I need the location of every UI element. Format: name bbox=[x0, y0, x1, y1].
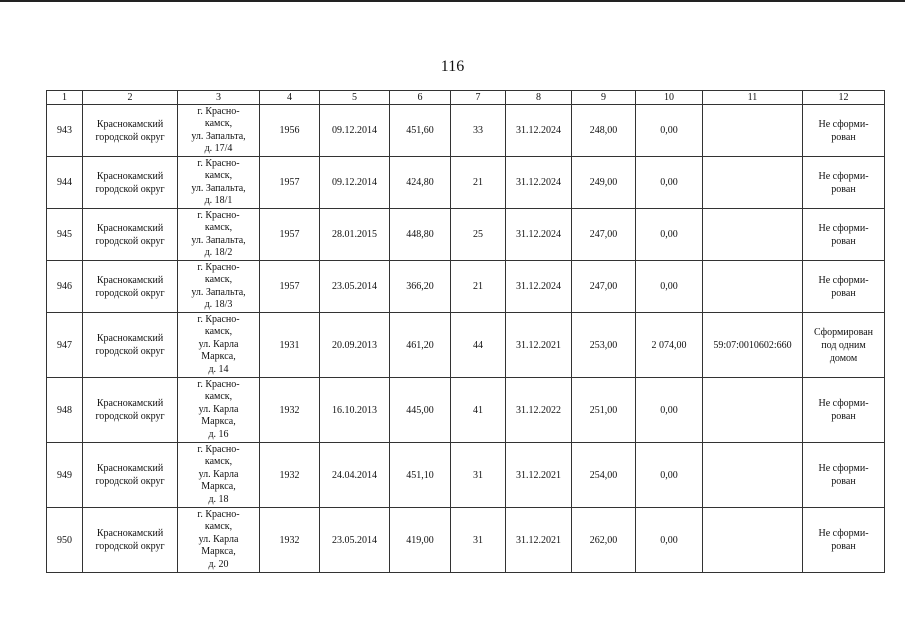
municipality-cell bbox=[83, 261, 178, 313]
cell-line: Краснокамский bbox=[96, 333, 164, 344]
year-cell: 1932 bbox=[260, 508, 320, 573]
rate-cell: 247,00 bbox=[572, 261, 636, 313]
cell-line: камск, bbox=[204, 391, 233, 403]
date-cell: 09.12.2014 bbox=[320, 105, 390, 157]
municipality-cell bbox=[83, 209, 178, 261]
table-row bbox=[47, 508, 885, 573]
cell-line: г. Красно- bbox=[197, 157, 240, 169]
amount-cell: 0,00 bbox=[636, 508, 703, 573]
residents-cell: 33 bbox=[451, 105, 506, 157]
cell-line: городской округ bbox=[95, 287, 165, 299]
column-header: 3 bbox=[178, 91, 260, 105]
cell-line: ул. Запальта, bbox=[191, 182, 246, 194]
cadastral-number-cell bbox=[703, 378, 803, 443]
residents-cell: 31 bbox=[451, 508, 506, 573]
row-number-cell: 943 bbox=[47, 105, 83, 157]
cell-line: городской округ bbox=[95, 183, 165, 195]
address-cell bbox=[178, 261, 260, 313]
address-cell bbox=[178, 443, 260, 508]
year-cell: 1957 bbox=[260, 261, 320, 313]
amount-cell: 2 074,00 bbox=[636, 313, 703, 378]
status-cell bbox=[803, 313, 885, 378]
cell-line: рован bbox=[831, 541, 856, 552]
status-cell bbox=[803, 508, 885, 573]
cell-line: рован bbox=[831, 183, 856, 195]
cell-line: г. Красно- bbox=[197, 261, 240, 273]
rate-cell: 248,00 bbox=[572, 105, 636, 157]
date-cell: 24.04.2014 bbox=[320, 443, 390, 508]
year-cell: 1932 bbox=[260, 443, 320, 508]
rate-cell: 247,00 bbox=[572, 209, 636, 261]
cell-line: камск, bbox=[204, 326, 233, 338]
cadastral-number-cell bbox=[703, 105, 803, 157]
year-cell: 1931 bbox=[260, 313, 320, 378]
cell-line: Краснокамский bbox=[96, 398, 164, 409]
column-header: 11 bbox=[703, 91, 803, 105]
year-cell: 1956 bbox=[260, 105, 320, 157]
cadastral-number-cell bbox=[703, 261, 803, 313]
cell-line: Маркса, bbox=[201, 416, 236, 428]
row-number-cell: 947 bbox=[47, 313, 83, 378]
residents-cell: 41 bbox=[451, 378, 506, 443]
area-cell: 448,80 bbox=[390, 209, 451, 261]
column-header: 4 bbox=[260, 91, 320, 105]
address-cell bbox=[178, 508, 260, 573]
cell-line: рован bbox=[831, 411, 856, 422]
deadline-cell: 31.12.2021 bbox=[506, 443, 572, 508]
amount-cell: 0,00 bbox=[636, 378, 703, 443]
cell-line: Сформирован bbox=[813, 326, 874, 338]
cell-line: ул. Запальта, bbox=[191, 286, 246, 298]
cell-line: д. 18/2 bbox=[204, 247, 233, 258]
cell-line: городской округ bbox=[95, 411, 165, 422]
cell-line: ул. Карла bbox=[198, 533, 239, 545]
table-row bbox=[47, 261, 885, 313]
status-cell bbox=[803, 443, 885, 508]
cell-line: камск, bbox=[204, 456, 233, 468]
address-cell bbox=[178, 105, 260, 157]
residents-cell: 25 bbox=[451, 209, 506, 261]
area-cell: 461,20 bbox=[390, 313, 451, 378]
status-cell bbox=[803, 378, 885, 443]
cell-line: г. Красно- bbox=[197, 508, 240, 520]
cell-line: г. Красно- bbox=[197, 443, 240, 455]
address-cell bbox=[178, 209, 260, 261]
municipality-cell bbox=[83, 105, 178, 157]
cell-line: под одним bbox=[821, 339, 866, 351]
area-cell: 424,80 bbox=[390, 157, 451, 209]
municipality-cell bbox=[83, 313, 178, 378]
cadastral-number-cell bbox=[703, 209, 803, 261]
cell-line: городской округ bbox=[95, 346, 165, 357]
cell-line: камск, bbox=[204, 274, 233, 285]
row-number-cell: 950 bbox=[47, 508, 83, 573]
cell-line: ул. Запальта, bbox=[191, 234, 246, 246]
date-cell: 23.05.2014 bbox=[320, 261, 390, 313]
date-cell: 23.05.2014 bbox=[320, 508, 390, 573]
cell-line: ул. Карла bbox=[198, 338, 239, 350]
date-cell: 20.09.2013 bbox=[320, 313, 390, 378]
date-cell: 09.12.2014 bbox=[320, 157, 390, 209]
cell-line: г. Красно- bbox=[197, 313, 240, 325]
cell-line: городской округ bbox=[95, 131, 165, 143]
cell-line: ул. Карла bbox=[198, 468, 239, 480]
cell-line: г. Красно- bbox=[197, 378, 240, 390]
residents-cell: 31 bbox=[451, 443, 506, 508]
row-number-cell: 949 bbox=[47, 443, 83, 508]
amount-cell: 0,00 bbox=[636, 157, 703, 209]
cell-line: Краснокамский bbox=[96, 528, 164, 539]
status-cell bbox=[803, 261, 885, 313]
column-header: 8 bbox=[506, 91, 572, 105]
column-header: 1 bbox=[47, 91, 83, 105]
year-cell: 1957 bbox=[260, 209, 320, 261]
rate-cell: 249,00 bbox=[572, 157, 636, 209]
cadastral-number-cell bbox=[703, 157, 803, 209]
cadastral-number-cell bbox=[703, 508, 803, 573]
row-number-cell: 946 bbox=[47, 261, 83, 313]
cell-line: Не сформи- bbox=[818, 118, 869, 130]
cell-line: городской округ bbox=[95, 476, 165, 487]
table-row bbox=[47, 157, 885, 209]
status-cell bbox=[803, 209, 885, 261]
cell-line: д. 17/4 bbox=[204, 143, 233, 154]
cell-line: д. 18/3 bbox=[204, 299, 233, 310]
deadline-cell: 31.12.2024 bbox=[506, 261, 572, 313]
column-header: 10 bbox=[636, 91, 703, 105]
cell-line: камск, bbox=[204, 521, 233, 533]
date-cell: 28.01.2015 bbox=[320, 209, 390, 261]
cell-line: Не сформи- bbox=[818, 274, 869, 286]
cell-line: рован bbox=[831, 235, 856, 247]
cell-line: г. Красно- bbox=[197, 105, 240, 117]
column-header: 2 bbox=[83, 91, 178, 105]
municipality-cell bbox=[83, 443, 178, 508]
cell-line: д. 16 bbox=[208, 428, 229, 440]
deadline-cell: 31.12.2022 bbox=[506, 378, 572, 443]
cell-line: камск, bbox=[204, 118, 233, 129]
column-header: 5 bbox=[320, 91, 390, 105]
date-cell: 16.10.2013 bbox=[320, 378, 390, 443]
cell-line: Краснокамский bbox=[96, 274, 164, 286]
table-row bbox=[47, 378, 885, 443]
cell-line: Краснокамский bbox=[96, 463, 164, 474]
residents-cell: 21 bbox=[451, 261, 506, 313]
deadline-cell: 31.12.2021 bbox=[506, 508, 572, 573]
address-cell bbox=[178, 313, 260, 378]
table-body bbox=[47, 105, 885, 573]
deadline-cell: 31.12.2024 bbox=[506, 209, 572, 261]
cell-line: Не сформи- bbox=[818, 222, 869, 234]
cell-line: камск, bbox=[204, 170, 233, 181]
deadline-cell: 31.12.2024 bbox=[506, 105, 572, 157]
cell-line: Краснокамский bbox=[96, 222, 164, 234]
column-header: 7 bbox=[451, 91, 506, 105]
column-header: 12 bbox=[803, 91, 885, 105]
area-cell: 445,00 bbox=[390, 378, 451, 443]
municipality-cell bbox=[83, 508, 178, 573]
cell-line: Не сформи- bbox=[818, 528, 869, 539]
table-row bbox=[47, 313, 885, 378]
table-row bbox=[47, 443, 885, 508]
residents-cell: 21 bbox=[451, 157, 506, 209]
cell-line: рован bbox=[831, 476, 856, 487]
amount-cell: 0,00 bbox=[636, 443, 703, 508]
row-number-cell: 944 bbox=[47, 157, 83, 209]
address-cell bbox=[178, 378, 260, 443]
page-number: 116 bbox=[440, 58, 465, 75]
deadline-cell: 31.12.2021 bbox=[506, 313, 572, 378]
municipality-cell bbox=[83, 378, 178, 443]
area-cell: 451,10 bbox=[390, 443, 451, 508]
cell-line: д. 14 bbox=[208, 363, 229, 375]
row-number-cell: 948 bbox=[47, 378, 83, 443]
deadline-cell: 31.12.2024 bbox=[506, 157, 572, 209]
cell-line: Краснокамский bbox=[96, 170, 164, 182]
cell-line: ул. Запальта, bbox=[191, 130, 246, 142]
municipality-cell bbox=[83, 157, 178, 209]
cell-line: городской округ bbox=[95, 541, 165, 552]
column-header: 6 bbox=[390, 91, 451, 105]
cell-line: д. 18 bbox=[208, 493, 229, 505]
area-cell: 451,60 bbox=[390, 105, 451, 157]
cell-line: д. 18/1 bbox=[204, 195, 233, 206]
area-cell: 419,00 bbox=[390, 508, 451, 573]
registry-table bbox=[46, 90, 885, 573]
cell-line: Маркса, bbox=[201, 546, 236, 558]
page-top-border bbox=[0, 0, 905, 2]
table-row bbox=[47, 209, 885, 261]
cell-line: ул. Карла bbox=[198, 403, 239, 415]
year-cell: 1932 bbox=[260, 378, 320, 443]
residents-cell: 44 bbox=[451, 313, 506, 378]
cell-line: камск, bbox=[204, 222, 233, 233]
area-cell: 366,20 bbox=[390, 261, 451, 313]
cell-line: Краснокамский bbox=[96, 118, 164, 130]
cell-line: Не сформи- bbox=[818, 398, 869, 409]
cell-line: городской округ bbox=[95, 235, 165, 247]
rate-cell: 262,00 bbox=[572, 508, 636, 573]
row-number-cell: 945 bbox=[47, 209, 83, 261]
status-cell bbox=[803, 105, 885, 157]
cell-line: д. 20 bbox=[208, 558, 229, 570]
header-row bbox=[47, 91, 885, 105]
cadastral-number-cell: 59:07:0010602:660 bbox=[703, 313, 803, 378]
rate-cell: 253,00 bbox=[572, 313, 636, 378]
table-row bbox=[47, 105, 885, 157]
cadastral-number-cell bbox=[703, 443, 803, 508]
amount-cell: 0,00 bbox=[636, 209, 703, 261]
cell-line: Маркса, bbox=[201, 481, 236, 493]
status-cell bbox=[803, 157, 885, 209]
cell-line: Не сформи- bbox=[818, 170, 869, 182]
cell-line: рован bbox=[831, 131, 856, 143]
amount-cell: 0,00 bbox=[636, 105, 703, 157]
year-cell: 1957 bbox=[260, 157, 320, 209]
cell-line: домом bbox=[829, 352, 858, 364]
cell-line: Не сформи- bbox=[818, 463, 869, 474]
column-header: 9 bbox=[572, 91, 636, 105]
cell-line: Маркса, bbox=[201, 351, 236, 363]
amount-cell: 0,00 bbox=[636, 261, 703, 313]
rate-cell: 254,00 bbox=[572, 443, 636, 508]
cell-line: рован bbox=[831, 287, 856, 299]
rate-cell: 251,00 bbox=[572, 378, 636, 443]
cell-line: г. Красно- bbox=[197, 209, 240, 221]
address-cell bbox=[178, 157, 260, 209]
